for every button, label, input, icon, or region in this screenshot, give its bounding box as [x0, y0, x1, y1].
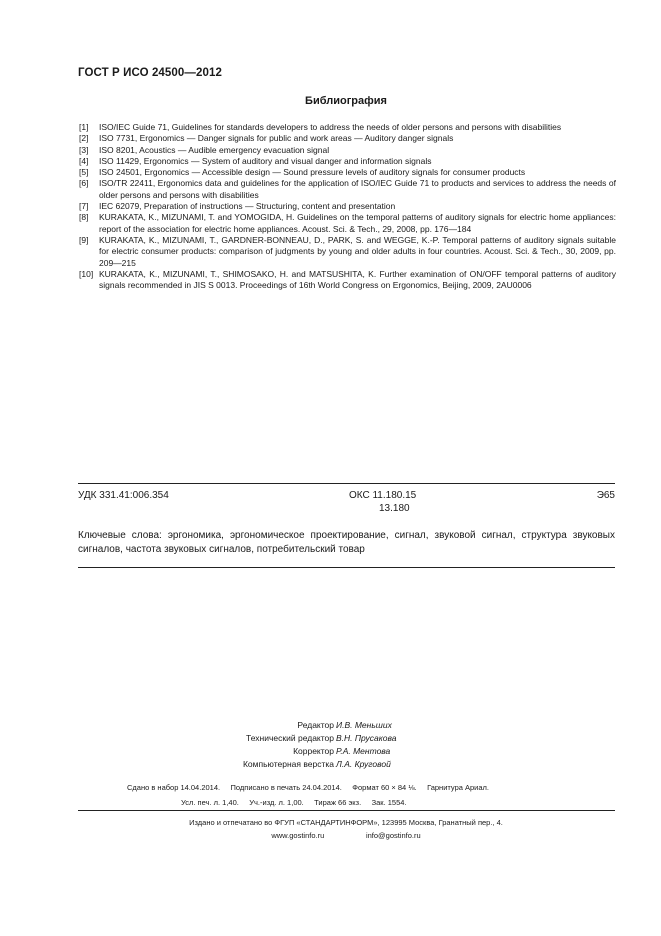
entry-text: KURAKATA, K., MIZUNAMI, T., GARDNER-BONNEAU, D., PARK, S. and WEGGE, K.-P. Temporal patterns of auditory signals suitable for electric consumer products: comparison of judgments by young and older adults in four countries. Acoust. Sci. & Tech., 30, 2009, pp. 209—215 [99, 234, 616, 268]
bibliography-entry [79, 212, 616, 235]
entry-number: [4] [79, 155, 89, 166]
entry-text: ISO 11429, Ergonomics — System of auditory and visual danger and information signals [99, 155, 432, 166]
credit-line [0, 758, 661, 771]
entry-text: ISO 24501, Ergonomics — Accessible design — Sound pressure levels of auditory signals for consumer products [99, 167, 526, 178]
publisher-info: Издано и отпечатано во ФГУП «СТАНДАРТИНФОРМ», 123995 Москва, Гранатный пер., 4. [189, 818, 503, 827]
bibliography-entry [79, 122, 616, 133]
bibliography-entry [79, 235, 616, 269]
credit-line [0, 732, 661, 745]
credit-role: Корректор [293, 746, 334, 756]
entry-number: [7] [79, 201, 89, 212]
print-details: Усл. печ. л. 1,40. Уч.-изд. л. 1,00. Тираж 66 экз. Зак. 1554. [181, 798, 407, 807]
keywords: Ключевые слова: эргономика, эргономическое проектирование, сигнал, звуковой сигнал, структура звуковых сигналов, частота звуковых сигналов, потребительский товар [78, 530, 615, 555]
bibliography-entry [79, 133, 616, 144]
entry-text: IEC 62079, Preparation of instructions — Structuring, content and presentation [99, 201, 396, 212]
credit-name: И.В. Меньших [336, 720, 392, 730]
divider-bottom [78, 810, 615, 811]
entry-number: [1] [79, 122, 89, 132]
bibliography-entry [79, 145, 616, 156]
bibliography-entry [79, 269, 616, 292]
entry-number: [2] [79, 133, 89, 144]
document-header: ГОСТ Р ИСО 24500—2012 [78, 67, 223, 79]
divider-keywords [78, 567, 615, 568]
bibliography-entry [79, 201, 616, 212]
publication-details: Сдано в набор 14.04.2014. Подписано в печать 24.04.2014. Формат 60 × 84 ⅛. Гарнитура Ариал. [127, 783, 489, 792]
credit-name: В.Н. Прусакова [336, 733, 397, 743]
classification-code: Э65 [596, 490, 615, 501]
oks-code: ОКС 11.180.15 [349, 490, 417, 501]
oks-code-secondary: 13.180 [379, 503, 410, 514]
bibliography-entry [79, 167, 616, 178]
credit-name: Р.А. Ментова [336, 746, 391, 756]
entry-number: [5] [79, 167, 89, 178]
divider-top [78, 483, 615, 484]
bibliography-entry [79, 178, 616, 201]
entry-text: ISO/TR 22411, Ergonomics data and guidelines for the application of ISO/IEC Guide 71 to products and services to address the needs of older persons and persons with disabilities [99, 178, 616, 200]
credit-line [0, 745, 661, 758]
entry-number: [9] [79, 234, 89, 245]
entry-text: KURAKATA, K., MIZUNAMI, T. and YOMOGIDA, H. Guidelines on the temporal patterns of auditory signals for electric home appliances: report of the association for electric home appliances. Acoust. Sci. & Tech., 29, 2008, pp. 176—184 [99, 212, 616, 234]
udc-code: УДК 331.41:006.354 [78, 490, 169, 501]
entry-text: ISO 7731, Ergonomics — Danger signals for public and work areas — Auditory danger signals [99, 133, 454, 144]
bibliography-entry [79, 156, 616, 167]
credit-role: Технический редактор [246, 733, 334, 743]
entry-text: KURAKATA, K., MIZUNAMI, T., SHIMOSAKO, H. and MATSUSHITA, K. Further examination of ON/OFF temporal patterns of auditory signals recommended in JIS S 0013. Proceedings of 16th World Congress on Ergonomics, Beijing, 2009, 2AU0006 [99, 268, 616, 291]
entry-number: [3] [79, 144, 89, 155]
entry-number: [8] [79, 212, 89, 223]
entry-text: ISO 8201, Acoustics — Audible emergency evacuation signal [99, 144, 330, 155]
publisher-contacts: www.gostinfo.ru info@gostinfo.ru [271, 831, 421, 840]
entry-text: ISO/IEC Guide 71, Guidelines for standards developers to address the needs of older persons and persons with disabilities [99, 122, 562, 132]
credit-role: Компьютерная верстка [242, 759, 334, 769]
section-title: Библиография [305, 95, 387, 107]
entry-number: [6] [79, 178, 89, 189]
credit-role: Редактор [297, 720, 334, 730]
entry-number: [10] [79, 268, 94, 279]
credit-name: Л.А. Круговой [336, 759, 391, 769]
bibliography-list [79, 122, 616, 291]
credits-block [0, 719, 661, 771]
credit-line [0, 719, 661, 732]
